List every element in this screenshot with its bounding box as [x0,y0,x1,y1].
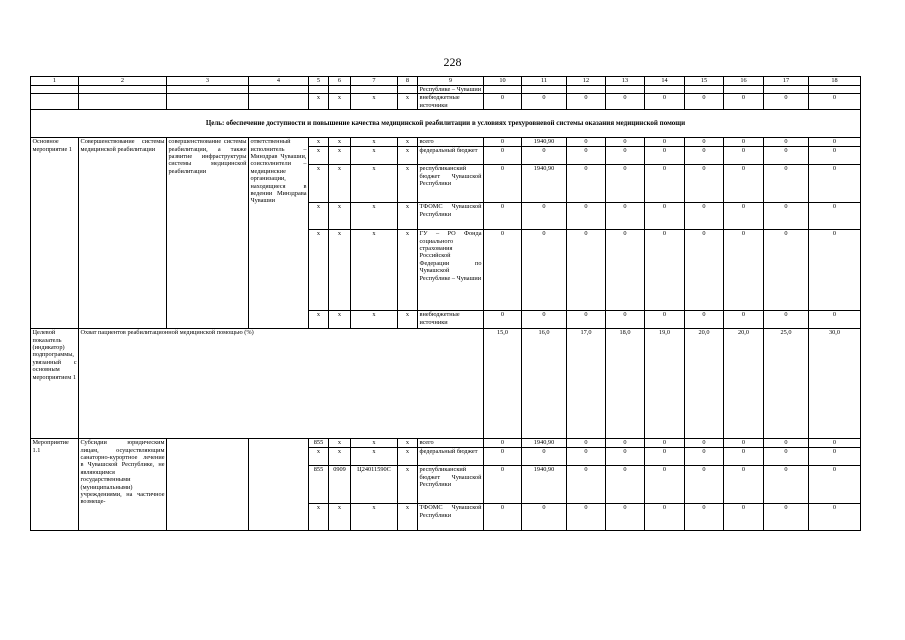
value-cell: 0 [764,466,809,504]
value-cell: 0 [484,448,522,466]
code-cell: х [329,138,351,147]
value-cell: 0 [606,448,645,466]
value-cell: 0 [764,147,809,165]
column-number: 13 [606,77,645,86]
code-cell: х [329,203,351,230]
value-cell: 1940,90 [522,165,567,203]
empty-cell [167,86,249,94]
value-cell: 0 [606,165,645,203]
code-cell [329,86,351,94]
value-cell: 1940,90 [522,138,567,147]
code-cell: х [329,504,351,531]
code-cell: х [309,311,329,329]
funding-source-cell: ТФОМС Чувашской Республики [418,203,484,230]
value-cell: 0 [522,448,567,466]
value-cell: 0 [567,504,606,531]
column-number: 10 [484,77,522,86]
value-cell: 0 [809,439,861,448]
code-cell: х [309,448,329,466]
funding-source-cell: всего [418,439,484,448]
measure-name-cell: Основное мероприятие 1 [31,138,79,329]
code-cell [398,86,418,94]
code-cell: 855 [309,439,329,448]
value-cell: 0 [809,147,861,165]
value-cell: 0 [764,165,809,203]
value-cell [567,86,606,94]
value-cell: 0 [764,439,809,448]
goal-row [31,110,861,138]
value-cell: 0 [645,466,685,504]
value-cell: 0 [484,439,522,448]
value-cell: 0 [809,94,861,110]
value-cell: 0 [567,466,606,504]
value-cell [809,86,861,94]
value-cell: 1940,90 [522,439,567,448]
value-cell: 0 [522,203,567,230]
code-cell: х [351,311,398,329]
value-cell: 0 [724,439,764,448]
value-cell: 0 [809,311,861,329]
value-cell: 15,0 [484,329,522,439]
code-cell: х [351,203,398,230]
value-cell: 0 [685,230,724,311]
code-cell: х [309,94,329,110]
code-cell: х [329,165,351,203]
code-cell: х [398,203,418,230]
value-cell [764,86,809,94]
value-cell: 0 [567,147,606,165]
goal-title: Цель: обеспечение доступности и повышение качества медицинской реабилитации в условиях трехуровневой системы оказания медицинской помощи [31,110,861,138]
table-row [31,86,861,94]
measure-title-cell: Совершенствование системы медицинской реабилитации [79,138,167,329]
empty-cell [249,86,309,94]
code-cell: х [351,504,398,531]
value-cell: 0 [645,230,685,311]
value-cell: 0 [685,311,724,329]
empty-cell [79,94,167,110]
value-cell: 16,0 [522,329,567,439]
value-cell: 0 [606,230,645,311]
table-body [31,77,861,531]
value-cell: 0 [522,504,567,531]
funding-source-cell: ГУ – РО Фонда социального страхования Российской Федерации по Чувашской Республике – Чувашии [418,230,484,311]
value-cell: 0 [522,230,567,311]
code-cell: х [351,138,398,147]
code-cell: х [309,165,329,203]
value-cell: 0 [484,311,522,329]
funding-source-cell: республиканский бюджет Чувашской Республики [418,466,484,504]
code-cell: х [329,147,351,165]
code-cell: 0909 [329,466,351,504]
value-cell: 0 [764,504,809,531]
value-cell: 0 [484,94,522,110]
value-cell [645,86,685,94]
value-cell: 0 [764,138,809,147]
value-cell: 0 [567,203,606,230]
value-cell [484,86,522,94]
value-cell: 0 [522,94,567,110]
code-cell: х [309,230,329,311]
value-cell: 0 [685,138,724,147]
value-cell: 0 [645,147,685,165]
measure-name-cell: Мероприятие 1.1 [31,439,79,531]
value-cell: 0 [567,165,606,203]
code-cell: х [351,147,398,165]
code-cell: х [351,448,398,466]
value-cell: 0 [685,147,724,165]
code-cell: х [398,230,418,311]
indicator-name-cell: Целевой показатель (индикатор) подпрограммы, увязанный с основным мероприятием 1 [31,329,79,439]
funding-source-cell: Республике – Чувашии [418,86,484,94]
value-cell: 0 [606,203,645,230]
value-cell: 0 [484,230,522,311]
page-number: 228 [443,55,462,69]
value-cell: 0 [764,94,809,110]
column-number: 16 [724,77,764,86]
column-number: 8 [398,77,418,86]
value-cell: 0 [724,147,764,165]
value-cell: 0 [685,439,724,448]
value-cell: 0 [522,311,567,329]
indicator-row [31,329,861,439]
code-cell: х [398,147,418,165]
value-cell: 0 [606,147,645,165]
value-cell [724,86,764,94]
value-cell: 0 [724,94,764,110]
code-cell: Ц24011590С [351,466,398,504]
code-cell: х [309,203,329,230]
column-number: 9 [418,77,484,86]
value-cell: 0 [685,203,724,230]
value-cell [522,86,567,94]
value-cell: 0 [606,466,645,504]
code-cell: х [351,165,398,203]
value-cell: 19,0 [645,329,685,439]
code-cell: х [309,147,329,165]
value-cell: 20,0 [724,329,764,439]
value-cell: 0 [606,138,645,147]
code-cell: х [329,230,351,311]
funding-source-cell: внебюджетные источники [418,94,484,110]
executor-cell: ответственный исполнитель – Минздрав Чувашии, соисполнители – медицинские организации, находящиеся в ведении Минздрава Чувашии [249,138,309,329]
code-cell: х [329,311,351,329]
code-cell: х [398,504,418,531]
value-cell: 0 [606,504,645,531]
value-cell: 0 [645,311,685,329]
value-cell: 1940,90 [522,466,567,504]
code-cell: 855 [309,466,329,504]
code-cell: х [329,439,351,448]
value-cell: 0 [606,311,645,329]
funding-source-cell: федеральный бюджет [418,448,484,466]
funding-source-cell: внебюджетные источники [418,311,484,329]
value-cell: 0 [645,448,685,466]
value-cell: 0 [724,230,764,311]
column-number: 18 [809,77,861,86]
value-cell: 0 [484,165,522,203]
value-cell: 0 [809,138,861,147]
column-number: 7 [351,77,398,86]
code-cell: х [398,138,418,147]
value-cell: 0 [645,504,685,531]
value-cell: 0 [724,165,764,203]
column-number: 3 [167,77,249,86]
code-cell: х [351,94,398,110]
value-cell: 0 [764,448,809,466]
column-number-row [31,77,861,86]
column-number: 17 [764,77,809,86]
executor-cell [249,439,309,531]
value-cell: 0 [685,504,724,531]
value-cell: 0 [484,504,522,531]
indicator-text: Охват пациентов реабилитационной медицинской помощью (%) [79,329,484,439]
measure-task-cell [167,439,249,531]
value-cell: 0 [809,203,861,230]
column-number: 2 [79,77,167,86]
code-cell: х [398,466,418,504]
empty-cell [249,94,309,110]
column-number: 4 [249,77,309,86]
measure-title-cell: Субсидии юридическим лицам, осуществляющим санаторно-курортное лечение в Чувашской Республике, не являющимся государственными (муниципальными) учреждениями, на частичное возмеще- [79,439,167,531]
value-cell [606,86,645,94]
value-cell: 0 [567,448,606,466]
funding-source-cell: федеральный бюджет [418,147,484,165]
value-cell: 0 [645,439,685,448]
value-cell: 0 [764,230,809,311]
value-cell [685,86,724,94]
value-cell: 0 [685,448,724,466]
value-cell: 0 [567,94,606,110]
column-number: 15 [685,77,724,86]
code-cell: х [398,94,418,110]
value-cell: 25,0 [764,329,809,439]
value-cell: 0 [484,466,522,504]
code-cell: х [309,504,329,531]
empty-cell [31,94,79,110]
value-cell: 0 [645,203,685,230]
value-cell: 0 [685,466,724,504]
table-row [31,94,861,110]
value-cell: 0 [724,448,764,466]
value-cell: 0 [567,439,606,448]
column-number: 1 [31,77,79,86]
code-cell: х [351,439,398,448]
code-cell: х [329,448,351,466]
empty-cell [167,94,249,110]
value-cell: 0 [724,203,764,230]
value-cell: 0 [606,94,645,110]
value-cell: 0 [645,138,685,147]
code-cell [309,86,329,94]
column-number: 14 [645,77,685,86]
value-cell: 0 [484,147,522,165]
code-cell: х [351,230,398,311]
value-cell: 0 [764,203,809,230]
column-number: 5 [309,77,329,86]
budget-table [30,76,861,531]
code-cell [351,86,398,94]
value-cell: 0 [484,203,522,230]
value-cell: 0 [567,311,606,329]
value-cell: 0 [809,230,861,311]
value-cell: 0 [724,311,764,329]
value-cell: 0 [685,165,724,203]
value-cell: 0 [809,448,861,466]
value-cell: 0 [645,94,685,110]
value-cell: 30,0 [809,329,861,439]
value-cell: 0 [685,94,724,110]
value-cell: 0 [567,230,606,311]
value-cell: 0 [809,504,861,531]
value-cell: 20,0 [685,329,724,439]
value-cell: 0 [645,165,685,203]
column-number: 12 [567,77,606,86]
funding-source-cell: ТФОМС Чувашской Республики [418,504,484,531]
value-cell: 17,0 [567,329,606,439]
value-cell: 0 [724,138,764,147]
table-row [31,138,861,147]
empty-cell [31,86,79,94]
table-row [31,439,861,448]
value-cell: 0 [724,504,764,531]
code-cell: х [398,165,418,203]
value-cell: 0 [567,138,606,147]
code-cell: х [398,439,418,448]
funding-source-cell: республиканский бюджет Чувашской Республики [418,165,484,203]
column-number: 6 [329,77,351,86]
column-number: 11 [522,77,567,86]
code-cell: х [309,138,329,147]
value-cell: 0 [809,466,861,504]
measure-task-cell: совершенствование системы реабилитации, а также развитие инфраструктуры системы медицинской реабилитации [167,138,249,329]
code-cell: х [329,94,351,110]
value-cell: 0 [484,138,522,147]
value-cell: 0 [522,147,567,165]
value-cell: 0 [809,165,861,203]
code-cell: х [398,311,418,329]
value-cell: 0 [764,311,809,329]
empty-cell [79,86,167,94]
funding-source-cell: всего [418,138,484,147]
code-cell: х [398,448,418,466]
value-cell: 18,0 [606,329,645,439]
value-cell: 0 [724,466,764,504]
value-cell: 0 [606,439,645,448]
